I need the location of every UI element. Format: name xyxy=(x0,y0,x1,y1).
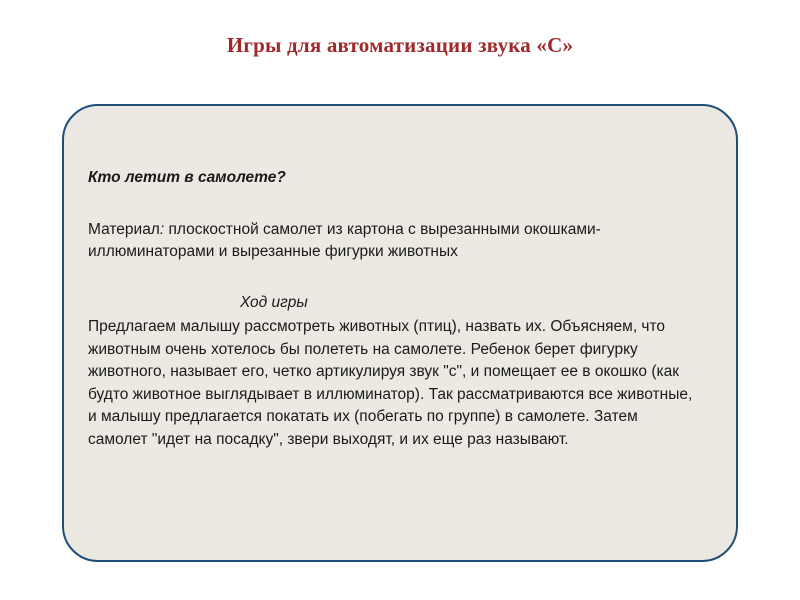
game-course-body: Предлагаем малышу рассмотреть животных (птиц), назвать их. Объясняем, что животным очень хотелось бы полететь на самолете. Ребенок берет фигурку животного, называет его, четко артикулируя звук "с", и помещает ее в окошко (как будто животное выглядывает в иллюминатор). Так рассматриваются все животные, и малышу предлагается покатать их (побегать по группе) в самолете. Затем самолет "идет на посадку", звери выходят, и их еще раз называют. xyxy=(88,318,693,448)
content-card xyxy=(62,104,738,562)
material-colon: : xyxy=(159,220,165,238)
material-label: Материал xyxy=(88,220,160,238)
game-heading: Кто летит в самолете? xyxy=(88,169,286,186)
material-text: плоскостной самолет из картона с вырезанными окошками-иллюминаторами и вырезанные фигурки животных xyxy=(88,220,601,261)
card-content xyxy=(88,168,710,451)
page-title: Игры для автоматизации звука «С» xyxy=(226,33,574,57)
game-course-subheading: Ход игры xyxy=(240,293,308,311)
material-block xyxy=(88,219,688,264)
